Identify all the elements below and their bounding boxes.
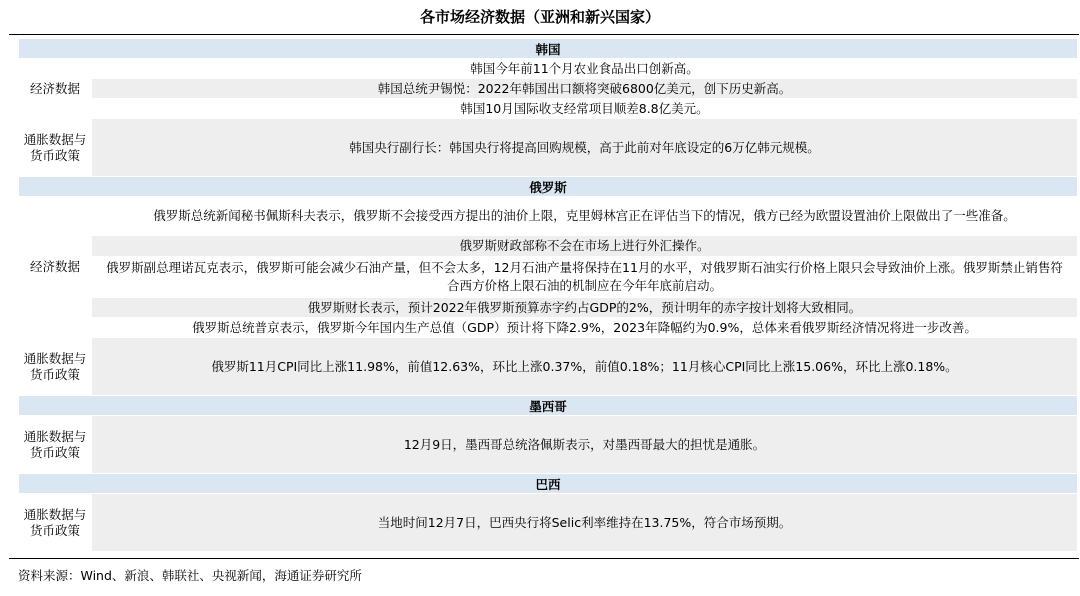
table-row: [19, 79, 1078, 99]
table-cell: 俄罗斯总统普京表示，俄罗斯今年国内生产总值（GDP）预计将下降2.9%，2023年降幅约为0.9%，总体来看俄罗斯经济情况将进一步改善。: [92, 318, 1078, 338]
row-label-inflation-monetary: 通胀数据与货币政策: [19, 416, 92, 474]
table-cell: 俄罗斯财长表示，预计2022年俄罗斯预算赤字约占GDP的2%，预计明年的赤字按计划将大致相同。: [92, 298, 1078, 318]
country-name: 巴西: [19, 474, 1078, 494]
row-label-inflation-monetary: 通胀数据与货币政策: [19, 494, 92, 552]
table-cell: 韩国今年前11个月农业食品出口创新高。: [92, 59, 1078, 79]
country-name: 墨西哥: [19, 396, 1078, 416]
section-header-korea: [19, 39, 1078, 59]
country-name: 韩国: [19, 39, 1078, 59]
table-row: [19, 318, 1078, 338]
table-cell: 韩国10月国际收支经常项目顺差8.8亿美元。: [92, 99, 1078, 119]
table-row: [19, 99, 1078, 119]
table-cell: [92, 257, 1078, 298]
table-cell: 韩国总统尹锡悦：2022年韩国出口额将突破6800亿美元，创下历史新高。: [92, 79, 1078, 99]
section-header-russia: [19, 177, 1078, 197]
country-name: 俄罗斯: [19, 177, 1078, 197]
row-label-economic-data: 经济数据: [19, 59, 92, 119]
table-cell: 当地时间12月7日，巴西央行将Selic利率维持在13.75%，符合市场预期。: [92, 494, 1078, 552]
table-cell: [92, 197, 1078, 236]
table-cell: 12月9日，墨西哥总统洛佩斯表示，对墨西哥最大的担忧是通胀。: [92, 416, 1078, 474]
bottom-rule: [9, 558, 1079, 559]
table-row: [19, 119, 1078, 177]
table-row: [19, 236, 1078, 257]
table-row: [19, 257, 1078, 298]
table-cell: 俄罗斯11月CPI同比上涨11.98%，前值12.63%，环比上涨0.37%，前值0.18%；11月核心CPI同比上涨15.06%，环比上涨0.18%。: [92, 338, 1078, 396]
market-data-table: [18, 38, 1078, 552]
row-label-inflation-monetary: 通胀数据与货币政策: [19, 119, 92, 177]
table-cell: 韩国央行副行长：韩国央行将提高回购规模，高于此前对年底设定的6万亿韩元规模。: [92, 119, 1078, 177]
top-rule: [9, 34, 1079, 35]
section-header-mexico: [19, 396, 1078, 416]
table-row: [19, 416, 1078, 474]
cell-text: 俄罗斯总统新闻秘书佩斯科夫表示，俄罗斯不会接受西方提出的油价上限，克里姆林宫正在评估当下的情况，俄方已经为欧盟设置油价上限做出了一些准备。: [153, 208, 1016, 223]
section-header-brazil: [19, 474, 1078, 494]
table-cell: 俄罗斯财政部称不会在市场上进行外汇操作。: [92, 236, 1078, 257]
row-label-economic-data: 经济数据: [19, 197, 92, 338]
table-row: [19, 338, 1078, 396]
table-row: [19, 59, 1078, 79]
table-row: [19, 298, 1078, 318]
row-label-inflation-monetary: 通胀数据与货币政策: [19, 338, 92, 396]
cell-text: 俄罗斯副总理诺瓦克表示，俄罗斯可能会减少石油产量，但不会太多，12月石油产量将保持在11月的水平，对俄罗斯石油实行价格上限只会导致油价上涨。俄罗斯禁止销售符合西方价格上限石油的机制应在今年年底前启动。: [106, 260, 1063, 293]
source-note: 资料来源：Wind、新浪、韩联社、央视新闻，海通证券研究所: [18, 568, 362, 583]
table-row: [19, 197, 1078, 236]
table-title: 各市场经济数据（亚洲和新兴国家）: [419, 8, 660, 26]
table-row: [19, 494, 1078, 552]
